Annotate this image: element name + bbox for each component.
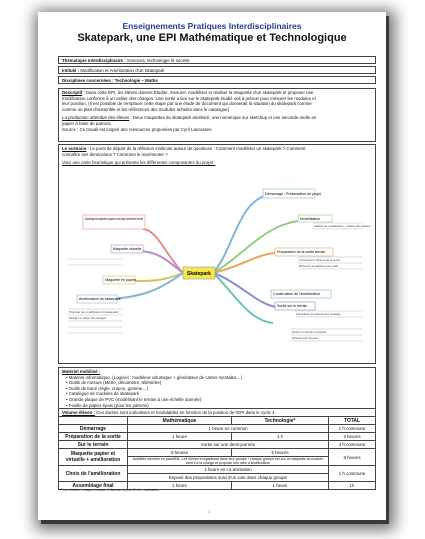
mindmap-note: Dessin du terrain à l'échelle [292,330,327,334]
description-line: comme un plan d'ensemble et les références des modules achetés dans le catalogue) [62,106,230,112]
scenario-line: : Le point de départ de la réflexion s'articule autour de questions : Comment modéliser un skatepark ? Comment [87,146,306,151]
mindmap-node-label: Démarrage : Présentation du projet [265,192,322,196]
row-cell: Sortie sur une demi-journée [128,441,329,449]
row-name: Sur le terrain [59,441,128,449]
mindmap-note: Fabrication de patrons des modules [296,312,341,316]
table-row [59,425,376,433]
row-cell: 5 heures [231,449,328,457]
table-header [59,417,128,425]
table-header: Technologie* [231,417,328,425]
intitule-label: Intitulé : [62,68,80,73]
intitule-value: Modification et Amélioration d'un Skatepark [80,68,165,73]
production-text: : Deux maquettes du skatepark amélioré, une numérique sur sketchup et une seconde réelle en [130,115,317,121]
row-name: Démarrage [59,425,128,433]
mindmap-node-label: Construction de l'amélioration [273,292,321,296]
row-name: Choix de l'amélioration [59,466,128,482]
materiel-item: • Catalogue de modules de skatepark [66,391,140,397]
description-line: leur position. (Il est possible de remplacer cette étape par une étude de document qui donnerait la situation du skatepark comme [62,101,312,107]
row-cell: 1 heure [128,433,232,441]
row-total: 1 h commune [329,466,376,482]
row-name: Maquette papier et virtuelle + amélioration [59,449,128,466]
production-label: La production attendue des élèves [62,115,130,121]
mindmap-note: Rédiger le cahier des charges [69,316,107,320]
theme-value: Sciences, technologie et société [126,58,190,63]
mindmap-note: Découvrir le logiciel et les outils [299,264,339,268]
volume-row [58,408,376,416]
row-total: 1h [329,482,376,490]
materiel-item: • Grande plaque de PVC (modélisant le terrain à une échelle donnée) [66,396,202,402]
row-cell: 1 heure en commun [128,425,329,433]
scenario-box [58,144,376,364]
mindmap-caption: Voici une carte heuristique qui présente les différentes composantes du projet : [62,160,216,166]
mindmap-node-label: Sortie sur le terrain [277,304,308,308]
row-total: 8 heures [329,449,376,466]
row-cell: 5 heures [128,449,232,457]
materiel-item: • Outils de tracé (règle, crayon, gomme…) [66,385,149,391]
document-page [38,12,386,520]
table-header-row [59,417,376,425]
table-header: TOTAL [329,417,376,425]
row-cell: Activités menées en parallèle. Les élèves s'organisent dans leur groupe / chaque groupe est sur la maquette du module dont il a la charge et propose une idée d'amélioration [128,457,329,466]
source-text: : Ce travail est inspiré des ressources proposées par Cyril Lascasses [77,126,212,132]
materiel-box [58,367,376,413]
page-number: 1 [208,510,210,514]
table-row [59,449,376,457]
mindmap-node-label: Maquette en papier [105,278,136,282]
schedule-table [58,416,376,490]
row-cell: 1 h [231,433,328,441]
description-box: Descriptif : Dans cette EPI, les élèves doivent Etudier, mesurer, modéliser et réaliser la maquette d'un skatepark et proposer une modification conforme à un cahier des charges. Une sortie a lieu sur le skatepark étudié soit à prévoir pour mesurer les modules et leur position. (Il est possible de remplacer cette étape par une étude de document qui donnerait la situation du skatepark comme comme un plan d'ensemble et les références des modules achetés dans le catalogue) La production attendue des élèves : Deux maquettes du skatepark amélioré, une numérique sur sketchup et une seconde réelle en papier à base de patrons. Source : Ce travail est inspiré des ressources proposées par Cyril Lascasses [58,88,376,142]
row-cell: 1 heure [231,482,328,490]
mindmap-node-label: Amélioration du skatepark [79,297,121,301]
materiel-item: • Feuille de papier épais (pour les patrons) [66,402,149,408]
table-row [59,441,376,449]
volume-label: Volume élèves : [62,410,95,415]
scenario-label: Le scénario [62,146,87,151]
mindmap-branch [143,229,183,273]
production-text: papier à base de patrons. [62,120,112,126]
materiel-item: • Outils de mesure (Mètre, décamètre, télémètre) [66,380,162,386]
table-row [59,433,376,441]
table-header: Mathématique [128,417,232,425]
mindmap-node-label: Assemblage des maquettes en papier sur une plaque représentant le terrain [85,217,144,221]
mindmap-branch [213,195,268,273]
mindmap-center-label: Skatepark [187,271,211,277]
volume-text: Ces durées sont indicatives et modulables en fonction de la position de l'EPI dans le cycle 4. [96,410,276,415]
intitule-row [58,66,376,74]
row-total: 1 h commune [329,425,376,433]
mindmap-note: Mesures par groupes [292,336,319,340]
mindmap-node-label: Préparation de la sortie terrain [277,250,326,254]
row-total: 4 h commune [329,441,376,449]
mindmap-note: Proposer une modification du skatepark [69,310,119,314]
disciplines-row [58,76,376,84]
materiel-item: • Matériel informatique, (Logiciel : modeleur volumique + générateur de cartes mentales…) [66,374,243,380]
mindmap-branch [213,273,273,323]
description-line: modification conforme à un cahier des charges. Une sortie a lieu sur le skatepark étudié soit à prévoir pour mesurer les modules et [62,95,316,101]
description-label: Descriptif [62,90,83,95]
mindmap-node-label: Modélisation [300,217,321,221]
source-label: Source [62,126,76,132]
row-name: Assemblage final [59,482,128,490]
document-supertitle: Enseignements Pratiques Interdisciplinaires [122,21,302,31]
table-row [59,466,376,474]
theme-label: Thématique interdisciplinaire : [62,58,126,63]
scenario-line: connaître ses dimensions ? Comment le représenter ? [62,151,168,157]
footnote: * Pour réaliser chaque module il faut au moins 2h de réalisation [58,488,159,492]
mindmap-note: Construire le schéma de la sortie [299,258,340,262]
mindmap-branch [213,221,298,273]
mindmap-branch [213,273,278,307]
row-cell: 1 heure en co-animation [128,466,329,474]
row-cell: 1 heure [128,482,232,490]
row-cell: Exposé des propositions suivi d'un vote dans chaque groupe [128,474,329,482]
mindmap-diagram [63,171,373,361]
mindmap-node-label: Maquette virtuelle [113,247,142,251]
document-title: Skatepark, une EPI Mathématique et Technologique [77,32,347,44]
description-line: Dans cette EPI, les élèves doivent Etudier, mesurer, modéliser et réaliser la maquette d'un skatepark et proposer une [85,90,314,95]
row-total: 2 heures [329,433,376,441]
mindmap-note: Ateliers de modélisation : réaliser des patrons [314,224,371,228]
disciplines-label: Disciplines concernées : Technologie – Maths [62,78,158,83]
materiel-title: Matériel mobilisé : [62,369,101,374]
row-name: Préparation de la sortie [59,433,128,441]
mindmap-branch [138,251,183,273]
theme-row [58,56,376,64]
